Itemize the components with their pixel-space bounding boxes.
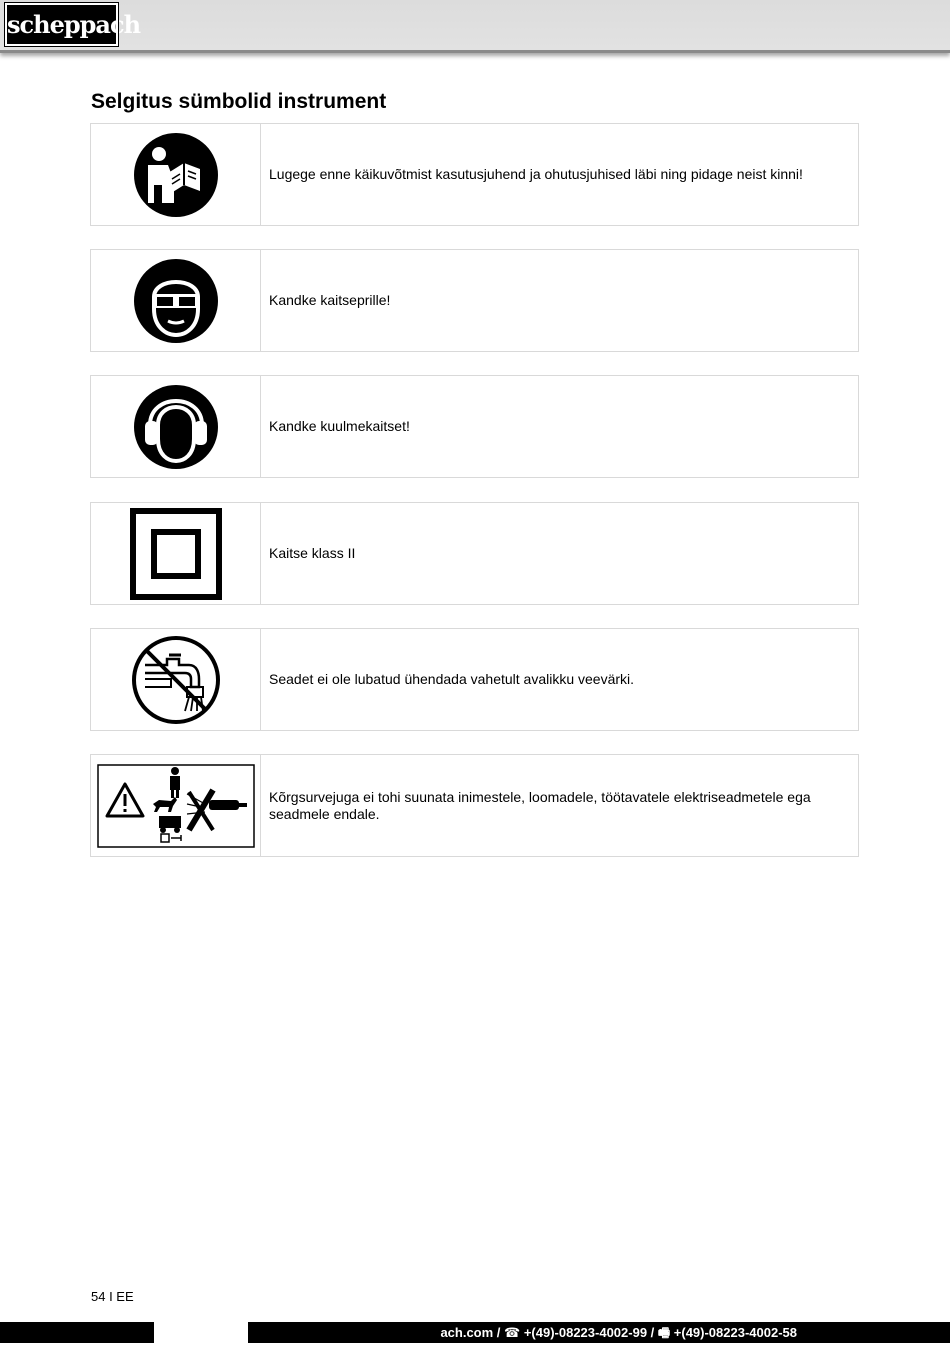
icon-cell <box>91 755 261 856</box>
symbol-description: Kandke kaitseprille! <box>269 292 391 308</box>
symbol-row-ear-protection <box>90 375 859 478</box>
icon-cell <box>91 503 261 604</box>
safety-goggles-icon <box>134 259 218 343</box>
scheppach-logo: scheppach <box>5 3 118 46</box>
ear-protection-icon <box>134 385 218 469</box>
high-pressure-warning-icon <box>97 764 255 848</box>
footer-gap <box>154 1322 248 1343</box>
icon-cell <box>91 629 261 730</box>
page-title: Selgitus sümbolid instrument <box>91 90 387 113</box>
icon-cell <box>91 124 261 225</box>
symbol-description: Kõrgsurvejuga ei tohi suunata inimestele, loomadele, töötavatele elektriseadmetele ega seadmele endale. <box>269 788 811 822</box>
read-manual-icon <box>134 133 218 217</box>
symbol-description: Kaitse klass II <box>269 545 356 561</box>
symbol-row-no-water-mains <box>90 628 859 731</box>
footer-contact: ach.com / ☎ +(49)-08223-4002-99 / 🖷 +(49)-08223-4002-58 <box>440 1325 797 1340</box>
symbol-description: Seadet ei ole lubatud ühendada vahetult avalikku veevärki. <box>269 671 635 687</box>
no-water-mains-icon <box>131 635 221 725</box>
symbol-description: Kandke kuulmekaitset! <box>269 418 410 434</box>
symbol-row-protection-class <box>90 502 859 605</box>
icon-cell <box>91 376 261 477</box>
protection-class-ii-icon <box>130 508 222 600</box>
symbol-row-high-pressure <box>90 754 859 857</box>
page-number: 54 I EE <box>91 1289 134 1304</box>
symbol-row-read-manual <box>90 123 859 226</box>
symbol-description: Lugege enne käikuvõtmist kasutusjuhend ja ohutusjuhised läbi ning pidage neist kinni! <box>269 166 803 182</box>
page-header <box>0 0 950 53</box>
symbol-row-goggles <box>90 249 859 352</box>
icon-cell <box>91 250 261 351</box>
